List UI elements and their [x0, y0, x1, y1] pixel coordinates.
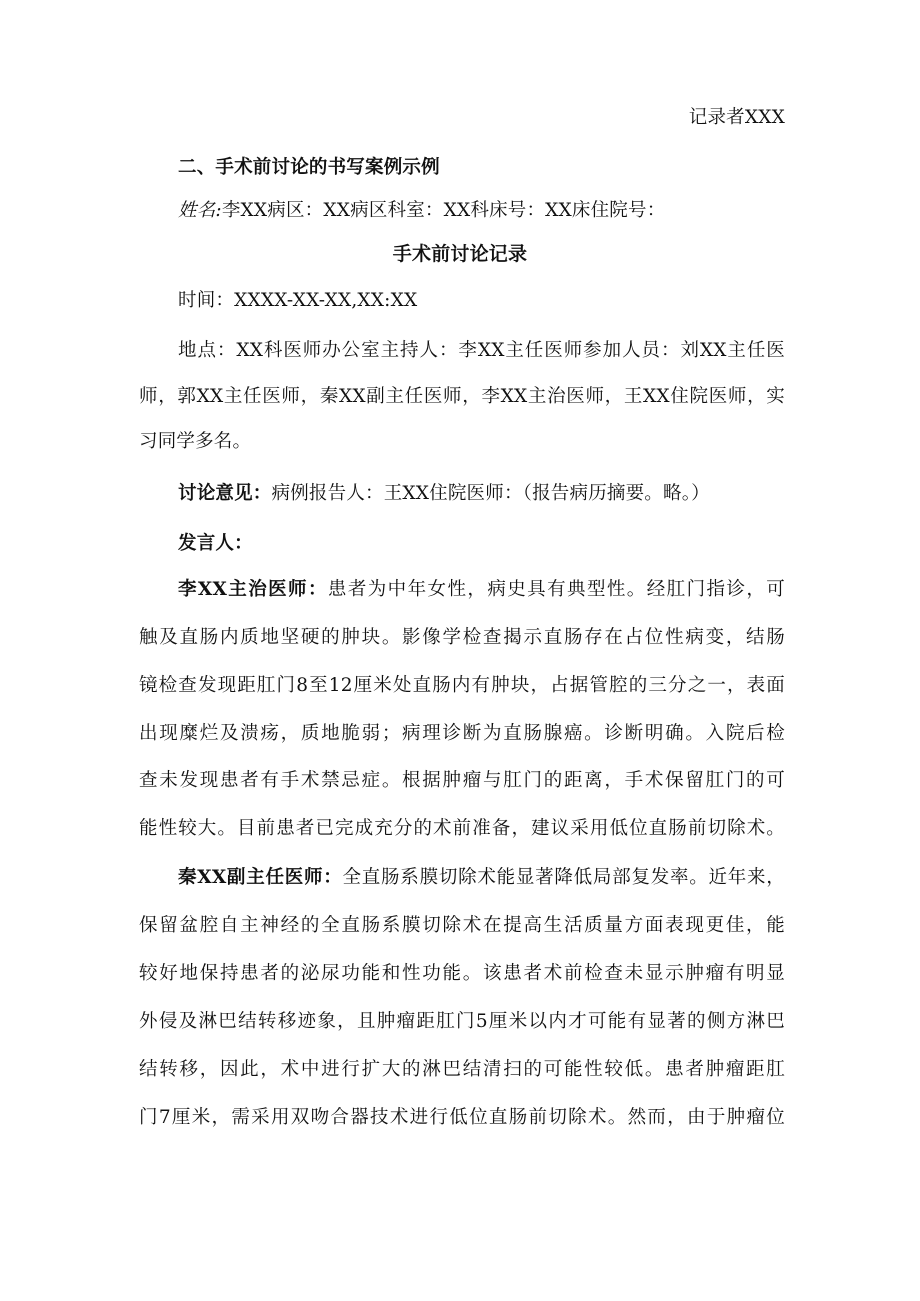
patient-label: 姓名:: [178, 200, 222, 221]
speaker2-line: 门7厘米，需采用双吻合器技术进行低位直肠前切除术。然而，由于肿瘤位: [139, 1107, 785, 1128]
speaker1-line: 触及直肠内质地坚硬的肿块。影像学检查揭示直肠存在占位性病变，结肠: [139, 627, 785, 648]
speaker1-line: 查未发现患者有手术禁忌症。根据肿瘤与肛门的距离，手术保留肛门的可: [139, 770, 785, 791]
location-line-2: 师，郭XX主任医师，秦XX副主任医师，李XX主治医师，王XX住院医师，实: [139, 386, 785, 407]
speaker1-line: 出现糜烂及溃疡，质地脆弱；病理诊断为直肠腺癌。诊断明确。入院后检: [139, 723, 785, 744]
location-line-1: 地点：XX科医师办公室主持人：李XX主任医师参加人员：刘XX主任医: [178, 340, 785, 361]
speaker2-first-line: [178, 864, 785, 892]
speakers-label: 发言人：: [178, 533, 253, 554]
patient-info-line: [178, 197, 785, 225]
speaker2-line: 较好地保持患者的泌尿功能和性功能。该患者术前检查未显示肿瘤有明显: [139, 963, 785, 984]
speaker2-name: 秦XX副主任医师：: [178, 867, 343, 888]
recorder-line: 记录者XXX: [688, 107, 785, 128]
speaker1-line: 能性较大。目前患者已完成充分的术前准备，建议采用低位直肠前切除术。: [139, 818, 785, 839]
speaker1-first-text: 患者为中年女性，病史具有典型性。经肛门指诊，可: [327, 579, 785, 600]
section-title: 二、手术前讨论的书写案例示例: [178, 157, 440, 178]
record-title: 手术前讨论记录: [392, 243, 528, 265]
opinion-text: 病例报告人：王XX住院医师：（报告病历摘要。略。）: [271, 483, 710, 504]
opinion-label: 讨论意见：: [178, 483, 272, 504]
time-line: 时间：XXXX-XX-XX,XX:XX: [178, 290, 418, 311]
speaker2-line: 结转移，因此，术中进行扩大的淋巴结清扫的可能性较低。患者肿瘤距肛: [139, 1059, 785, 1080]
speaker2-line: 保留盆腔自主神经的全直肠系膜切除术在提高生活质量方面表现更佳，能: [139, 915, 785, 936]
speaker2-first-text: 全直肠系膜切除术能显著降低局部复发率。近年来，: [342, 867, 785, 888]
location-line-3: 习同学多名。: [139, 431, 252, 452]
speaker1-name: 李XX主治医师：: [178, 579, 328, 600]
speaker1-first-line: [178, 576, 785, 604]
speaker2-line: 外侵及淋巴结转移迹象，且肿瘤距肛门5厘米以内才可能有显著的侧方淋巴: [139, 1011, 785, 1032]
speaker1-line: 镜检查发现距肛门8至12厘米处直肠内有肿块，占据管腔的三分之一，表面: [139, 675, 785, 696]
opinion-line: [178, 480, 785, 508]
patient-info: 李XX病区：XX病区科室：XX科床号：XX床住院号：: [221, 200, 666, 221]
